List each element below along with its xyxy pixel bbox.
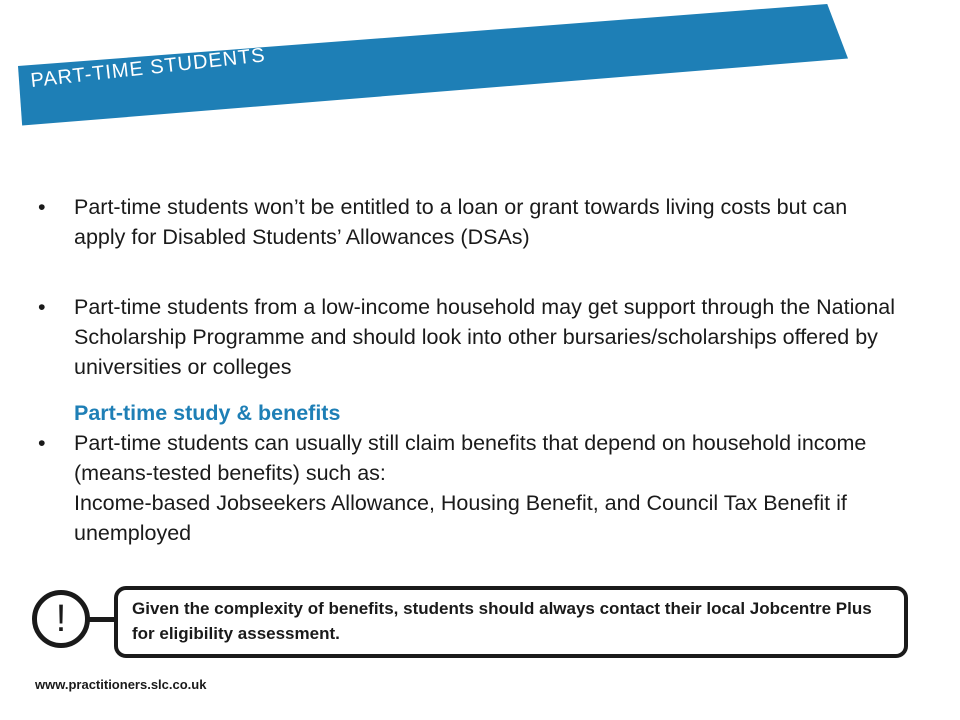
bullet-item bbox=[38, 292, 898, 382]
callout-connector bbox=[88, 617, 118, 622]
bullet-text: Part-time students can usually still claim benefits that depend on household income (means-tested benefits) such as: bbox=[74, 431, 867, 485]
bullet-text: Part-time students won’t be entitled to a loan or grant towards living costs but can apply for Disabled Students’ Allowances (DSAs) bbox=[74, 195, 848, 249]
page-title: PART-TIME STUDENTS bbox=[29, 44, 267, 93]
bullet-item bbox=[38, 192, 898, 252]
bullet-marker: • bbox=[38, 431, 46, 455]
callout-text: Given the complexity of benefits, students should always contact their local Jobcentre Plus for eligibility assessment. bbox=[132, 599, 872, 643]
exclamation-icon: ! bbox=[32, 590, 90, 648]
section-subheading: Part-time study & benefits bbox=[74, 401, 341, 425]
bullet-text-continuation: Income-based Jobseekers Allowance, Housing Benefit, and Council Tax Benefit if unemployed bbox=[74, 491, 847, 545]
bullet-text: Part-time students from a low-income household may get support through the National Scholarship Programme and should look into other bursaries/scholarships offered by universities or colleges bbox=[74, 295, 896, 379]
bullet-item bbox=[38, 428, 898, 548]
slide-content bbox=[38, 192, 898, 548]
bullet-marker: • bbox=[38, 195, 46, 219]
bullet-marker: • bbox=[38, 295, 46, 319]
callout-box bbox=[114, 586, 908, 658]
footer-url: www.practitioners.slc.co.uk bbox=[35, 677, 207, 692]
